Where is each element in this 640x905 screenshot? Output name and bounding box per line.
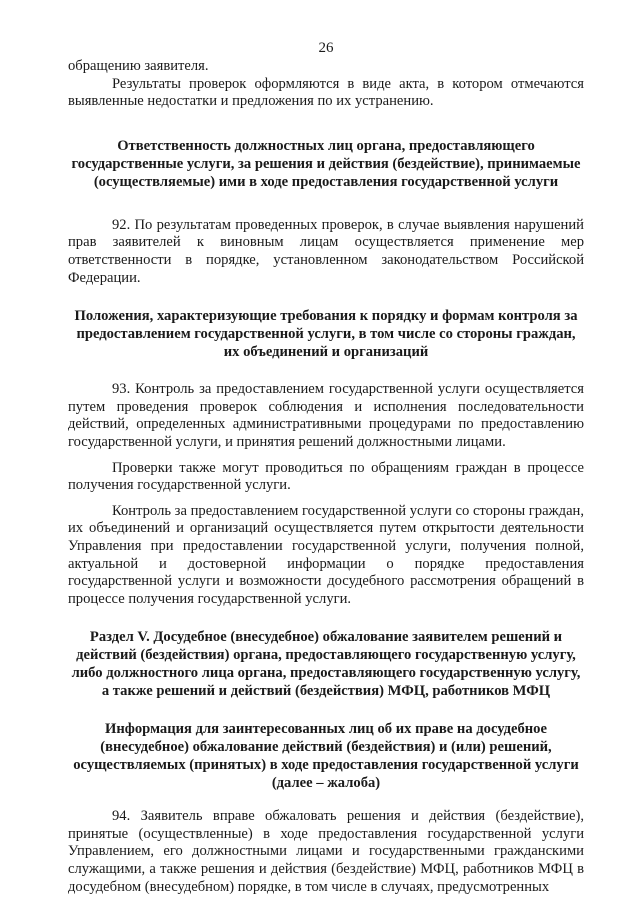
heading-complaint-information: Информация для заинтересованных лиц об их праве на досудебное (внесудебное) обжалование действий (бездействия) и (или) решений, осуществляемых (принятых) в ходе предоставления государственной услуги (далее – жалоба) xyxy=(73,721,579,792)
paragraph-93: 93. Контроль за предоставлением государственной услуги осуществляется путем проведения проверок соблюдения и исполнения последовательности действий, определенных административными процедурами по предоставлению государственной услуги, и принятия решений должностными лицами. xyxy=(68,381,584,450)
paragraph-inspection-results: Результаты проверок оформляются в виде акта, в котором отмечаются выявленные недостатки и предложения по их устранению. xyxy=(68,75,584,110)
paragraph-citizen-control: Контроль за предоставлением государственной услуги со стороны граждан, их объединений и организаций осуществляется путем открытости деятельности Управления при предоставлении государственной услуги, получения полной, актуальной и достоверной информации о порядке предоставления государственной услуги и возможности досудебного рассмотрения обращений в процессе получения государственной услуги. xyxy=(68,502,584,607)
paragraph-continuation: обращению заявителя. xyxy=(68,58,209,74)
paragraph-94: 94. Заявитель вправе обжаловать решения и действия (бездействие), принятые (осуществленные) в ходе предоставления государственной услуги Управлением, его должностными лицами и государственными гражданскими служащими, а также решения и действия (бездействие) МФЦ, работников МФЦ в досудебном (внесудебном) порядке, в том числе в случаях, предусмотренных xyxy=(68,808,584,895)
paragraph-inspection-appeals: Проверки также могут проводиться по обращениям граждан в процессе получения государственной услуги. xyxy=(68,459,584,494)
heading-official-responsibility: Ответственность должностных лиц органа, предоставляющего государственные услуги, за решения и действия (бездействие), принимаемые (осуществляемые) ими в ходе предоставления государственной услуги xyxy=(71,137,581,190)
paragraph-92: 92. По результатам проведенных проверок, в случае выявления нарушений прав заявителей к виновным лицам осуществляется применение мер ответственности в порядке, установленном законодательством Российской Федерации. xyxy=(68,216,584,286)
page-number: 26 xyxy=(318,40,334,56)
heading-section-v: Раздел V. Досудебное (внесудебное) обжалование заявителем решений и действий (бездействия) органа, предоставляющего государственную услугу, либо должностного лица органа, предоставляющего государственную услугу, а также решений и действий (бездействия) МФЦ, работников МФЦ xyxy=(71,629,581,700)
page-content xyxy=(68,58,584,896)
heading-control-requirements: Положения, характеризующие требования к порядку и формам контроля за предоставлением государственной услуги, в том числе со стороны граждан, их объединений и организаций xyxy=(74,308,578,361)
